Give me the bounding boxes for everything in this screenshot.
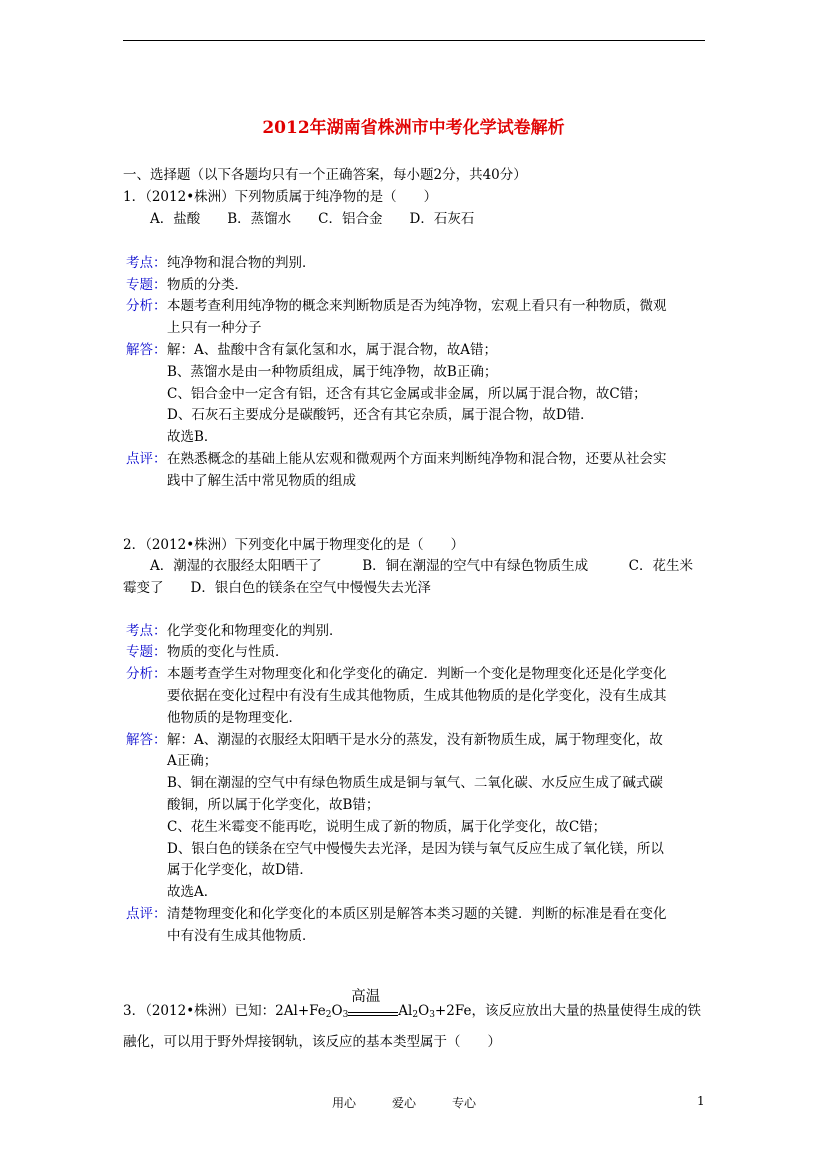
subscript: 2: [412, 1010, 419, 1020]
q1-dianping-line: 践中了解生活中常见物质的组成: [167, 473, 356, 489]
header-rule: [123, 40, 705, 41]
page-number: 1: [697, 1094, 705, 1108]
q2-fenxi-line: 要依据在变化过程中有没有生成其他物质，生成其他物质的是化学变化，没有生成其: [167, 688, 667, 704]
q1-kaodian: 纯净物和混合物的判别．: [167, 255, 316, 271]
q1-kaodian-label: 考点：: [126, 255, 167, 271]
q3-stem-line2: 融化，可以用于野外焊接钢轨，该反应的基本类型属于（ ）: [123, 1034, 501, 1050]
q1-jieda-line: D、石灰石主要成分是碳酸钙，还含有其它杂质，属于混合物，故D错．: [167, 407, 594, 423]
subscript: 3: [342, 1010, 349, 1020]
page-title: 2012年湖南省株洲市中考化学试卷解析: [262, 118, 565, 138]
q2-jieda-line: A正确；: [167, 753, 218, 769]
q2-dianping-label: 点评：: [126, 906, 167, 922]
q1-jieda-line: C、铝合金中一定含有铝，还含有其它金属或非金属，所以属于混合物，故C错；: [167, 386, 647, 402]
q2-stem: 2．（2012•株洲）下列变化中属于物理变化的是（ ）: [123, 537, 465, 553]
subscript: 3: [429, 1010, 435, 1020]
q2-jieda-line: C、花生米霉变不能再吃，说明生成了新的物质，属于化学变化，故C错；: [167, 819, 607, 835]
reaction-condition: 高温: [351, 989, 381, 1005]
section-heading: 一、选择题（以下各题均只有一个正确答案，每小题2分，共40分）: [123, 167, 527, 183]
q1-zhuanti: 物质的分类．: [167, 277, 248, 293]
q1-dianping-label: 点评：: [126, 451, 167, 467]
q2-jieda-line: 酸铜，所以属于化学变化，故B错；: [167, 797, 380, 813]
q2-dianping-line: 清楚物理变化和化学变化的本质区别是解答本类习题的关键．判断的标准是看在变化: [167, 906, 667, 922]
q3-stem: [123, 989, 701, 1024]
q2-zhuanti: 物质的变化与性质．: [167, 644, 289, 660]
q3-formula-text: O: [331, 1003, 343, 1019]
q2-fenxi-label: 分析：: [126, 666, 167, 682]
q1-fenxi-line: 本题考查利用纯净物的概念来判断物质是否为纯净物，宏观上看只有一种物质，微观: [167, 298, 667, 314]
q1-jieda-line: B、蒸馏水是由一种物质组成，属于纯净物，故B正确；: [167, 364, 498, 380]
q3-stem-suffix: +2Fe，该反应放出大量的热量使得生成的铁: [434, 1003, 701, 1019]
subscript: 2: [325, 1010, 332, 1020]
equals-line: [348, 1015, 398, 1016]
q2-jieda-line: 解：A、潮湿的衣服经太阳晒干是水分的蒸发，没有新物质生成，属于物理变化，故: [167, 732, 663, 748]
equals-line: [348, 1012, 398, 1013]
q2-jieda-label: 解答：: [126, 732, 167, 748]
q1-fenxi-label: 分析：: [126, 298, 167, 314]
q3-stem-prefix: 3．（2012•株洲）已知：2Al+Fe: [123, 1003, 326, 1019]
q2-zhuanti-label: 专题：: [126, 644, 167, 660]
q1-jieda-label: 解答：: [126, 342, 167, 358]
q1-jieda-line: 解：A、盐酸中含有氯化氢和水，属于混合物，故A错；: [167, 342, 497, 358]
footer-motto: 用心 爱心 专心: [332, 1096, 477, 1110]
q3-formula-text: O: [418, 1003, 430, 1019]
q1-options: A．盐酸 B．蒸馏水 C．铝合金 D．石灰石: [150, 211, 475, 227]
q2-dianping-line: 中有没有生成其他物质．: [167, 928, 316, 944]
q2-jieda-line: D、银白色的镁条在空气中慢慢失去光泽，是因为镁与氧气反应生成了氧化镁，所以: [167, 841, 664, 857]
q2-kaodian: 化学变化和物理变化的判别．: [167, 623, 343, 639]
q1-dianping-line: 在熟悉概念的基础上能从宏观和微观两个方面来判断纯净物和混合物，还要从社会实: [167, 451, 667, 467]
reaction-equals-sign: [348, 989, 398, 1020]
q2-fenxi-line: 本题考查学生对物理变化和化学变化的确定．判断一个变化是物理变化还是化学变化: [167, 666, 667, 682]
q2-options-line: 霉变了 D．银白色的镁条在空气中慢慢失去光泽: [123, 580, 431, 596]
q2-jieda-line: B、铜在潮湿的空气中有绿色物质生成是铜与氧气、二氧化碳、水反应生成了碱式碳: [167, 775, 663, 791]
q2-jieda-line: 属于化学变化，故D错．: [167, 862, 313, 878]
q2-kaodian-label: 考点：: [126, 623, 167, 639]
q1-jieda-line: 故选B．: [167, 429, 218, 445]
q1-zhuanti-label: 专题：: [126, 277, 167, 293]
q2-jieda-line: 故选A．: [167, 884, 218, 900]
q3-formula-text: Al: [398, 1003, 413, 1019]
q2-options-line: A．潮湿的衣服经太阳晒干了 B．铜在潮湿的空气中有绿色物质生成 C．花生米: [150, 558, 693, 574]
q1-fenxi-line: 上只有一种分子: [167, 320, 262, 336]
q2-fenxi-line: 他物质的是物理变化．: [167, 710, 302, 726]
q1-stem: 1．（2012•株洲）下列物质属于纯净物的是（ ）: [123, 189, 438, 205]
